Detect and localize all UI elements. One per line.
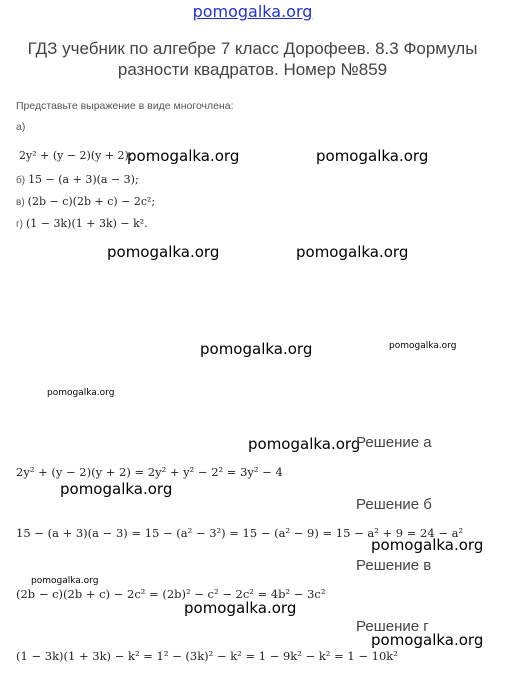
task-label-a: а) <box>16 121 26 133</box>
solution-header-c: Решение в <box>356 557 432 574</box>
solution-expr-d: (1 − 3k)(1 + 3k) − k² = 1² − (3k)² − k² = 1 − 9k² − k² = 1 − 10k² <box>16 649 398 663</box>
task-item-c <box>16 195 155 208</box>
watermark: pomogalka.org <box>107 243 220 261</box>
task-instruction: Представьте выражение в виде многочлена: <box>16 100 234 112</box>
watermark: pomogalka.org <box>316 147 429 165</box>
task-item-expr: (2b − c)(2b + c) − 2c²; <box>27 195 156 208</box>
solution-expr-a: 2y² + (y − 2)(y + 2) = 2y² + y² − 2² = 3y² − 4 <box>16 465 283 479</box>
watermark: pomogalka.org <box>389 341 457 351</box>
task-item-b <box>16 173 139 186</box>
task-item-expr: (1 − 3k)(1 + 3k) − k². <box>25 217 148 230</box>
solution-header-b: Решение б <box>356 496 432 513</box>
watermark: pomogalka.org <box>200 340 313 358</box>
watermark: pomogalka.org <box>127 147 240 165</box>
solution-expr-c: (2b − c)(2b + c) − 2c² = (2b)² − c² − 2c² = 4b² − 3c² <box>16 587 326 601</box>
page-title: ГДЗ учебник по алгебре 7 класс Дорофеев. 8.3 Формулы разности квадратов. Номер №859 <box>27 39 478 79</box>
watermark: pomogalka.org <box>371 631 484 649</box>
watermark: pomogalka.org <box>296 243 409 261</box>
solution-expr-b: 15 − (a + 3)(a − 3) = 15 − (a² − 3²) = 15 − (a² − 9) = 15 − a² + 9 = 24 − a² <box>16 526 464 540</box>
solution-header-a: Решение а <box>356 434 432 451</box>
task-item-prefix: б) <box>16 175 26 186</box>
watermark: pomogalka.org <box>184 599 297 617</box>
watermark: pomogalka.org <box>248 435 361 453</box>
watermark: pomogalka.org <box>60 480 173 498</box>
site-logo-link[interactable]: pomogalka.org <box>192 2 313 21</box>
task-item-a <box>16 149 133 162</box>
task-item-expr: 15 − (a + 3)(a − 3); <box>28 173 139 186</box>
task-item-prefix: г) <box>16 219 23 230</box>
solution-header-d: Решение г <box>356 618 429 635</box>
task-item-prefix: в) <box>16 197 25 208</box>
watermark: pomogalka.org <box>31 576 99 586</box>
task-item-expr: 2y² + (y − 2)(y + 2); <box>19 149 133 162</box>
watermark: pomogalka.org <box>47 388 115 398</box>
task-item-d <box>16 217 148 230</box>
watermark: pomogalka.org <box>371 536 484 554</box>
